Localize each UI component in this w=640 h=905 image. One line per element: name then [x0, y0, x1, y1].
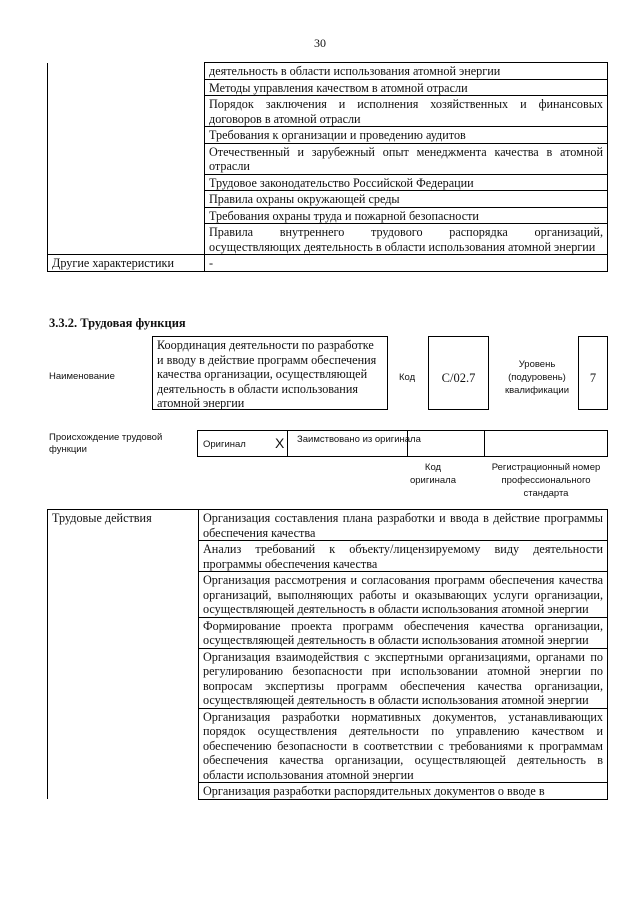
- origin-divider: [287, 431, 288, 456]
- table-cell: деятельность в области использования атомной энергии: [205, 63, 608, 80]
- table-cell: Требования охраны труда и пожарной безопасности: [205, 207, 608, 224]
- section-title: 3.3.2. Трудовая функция: [49, 316, 186, 330]
- table-cell: Требования к организации и проведению аудитов: [205, 127, 608, 144]
- borrowed-label: Заимствовано из оригинала: [297, 434, 421, 445]
- original-label: Оригинал: [203, 439, 246, 450]
- table-cell: Формирование проекта программ обеспечения качества организации, осуществляющей деятельность в области использования атомной энергии: [199, 617, 608, 648]
- table-cell: Организация разработки распорядительных документов о вводе в: [199, 783, 608, 800]
- labor-actions-table: [47, 509, 608, 800]
- code-value: C/02.7: [428, 336, 489, 410]
- origin-row: [197, 430, 608, 457]
- level-label: Уровень (подуровень) квалификации: [504, 359, 570, 396]
- table-cell: Организация разработки нормативных документов, устанавливающих порядок осуществления деятельности по управлению качеством и обеспечению безопасности в соответствии с требованиями к программам обеспечения качества организации, осуществляющей деятельность в области использования атомной энергии: [199, 708, 608, 783]
- table-cell: Организация составления плана разработки и ввода в действие программы обеспечения качества: [199, 510, 608, 541]
- origin-label: Происхождение трудовой функции: [49, 432, 163, 455]
- table-cell: Организация рассмотрения и согласования программ обеспечения качества организаций, выполняющих работы и оказывающих услуги организации, осуществляющей деятельность в области использования атомной энергии: [199, 572, 608, 618]
- other-characteristics-label: Другие характеристики: [48, 255, 205, 272]
- reg-number-label: Регистрационный номер профессионального стандарта: [491, 462, 601, 499]
- table-cell: Отечественный и зарубежный опыт менеджмента качества в атомной отрасли: [205, 143, 608, 174]
- table-cell: Трудовое законодательство Российской Федерации: [205, 174, 608, 191]
- code-original-label: Код оригинала: [409, 462, 456, 486]
- table-row: [48, 255, 608, 272]
- empty-label-cell: [48, 63, 205, 255]
- code-label: Код: [399, 372, 416, 383]
- origin-divider: [484, 431, 485, 456]
- other-characteristics-value: -: [205, 255, 608, 272]
- table-cell: Методы управления качеством в атомной отрасли: [205, 79, 608, 96]
- level-value: 7: [578, 336, 608, 410]
- function-name-box: Координация деятельности по разработке и вводу в действие программ обеспечения качества организации, осуществляющей деятельность в области использования атомной энергии: [152, 336, 388, 410]
- table-row: [48, 63, 608, 80]
- labor-actions-label: Трудовые действия: [48, 510, 199, 800]
- knowledge-table: [47, 62, 608, 272]
- table-row: [48, 510, 608, 541]
- table-cell: Порядок заключения и исполнения хозяйственных и финансовых договоров в атомной отрасли: [205, 96, 608, 127]
- name-label: Наименование: [49, 371, 115, 382]
- table-cell: Правила охраны окружающей среды: [205, 191, 608, 208]
- table-cell: Организация взаимодействия с экспертными организациями, органами по регулированию безопасности при использовании атомной энергии по вопросам экспертизы программ обеспечения качества организации, осуществляющей деятельность в области использования атомной энергии: [199, 648, 608, 708]
- original-mark: X: [275, 435, 285, 451]
- table-cell: Правила внутреннего трудового распорядка организаций, осуществляющих деятельность в области использования атомной энергии: [205, 224, 608, 255]
- origin-divider: [197, 431, 198, 456]
- table-cell: Анализ требований к объекту/лицензируемому виду деятельности программы обеспечения качества: [199, 541, 608, 572]
- origin-divider: [607, 431, 608, 456]
- page-number: 30: [314, 36, 326, 50]
